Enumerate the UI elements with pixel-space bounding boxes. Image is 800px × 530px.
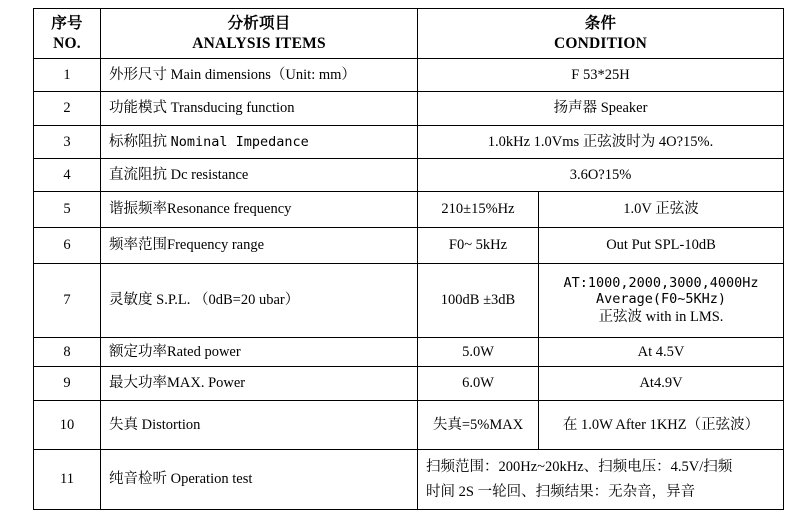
row-item: 直流阻抗 Dc resistance — [101, 159, 418, 192]
header-item-en: ANALYSIS ITEMS — [192, 34, 326, 52]
table-row — [34, 264, 784, 338]
header-no-en: NO. — [53, 34, 81, 52]
row-no: 9 — [34, 367, 101, 401]
row-condition-note: 1.0V 正弦波 — [539, 192, 784, 228]
row-condition-note: 在 1.0W After 1KHZ（正弦波） — [539, 401, 784, 450]
row-item: 外形尺寸 Main dimensions（Unit: mm） — [101, 59, 418, 92]
header-item-zh: 分析项目 — [227, 15, 291, 33]
row-condition-value: 失真=5%MAX — [418, 401, 539, 450]
row-no: 7 — [34, 264, 101, 338]
row-condition-note — [539, 264, 784, 338]
header-item — [101, 9, 418, 59]
row-item: 谐振频率Resonance frequency — [101, 192, 418, 228]
table-row — [34, 450, 784, 510]
row-item: 最大功率MAX. Power — [101, 367, 418, 401]
table-row — [34, 367, 784, 401]
table-row — [34, 401, 784, 450]
row-item: 功能模式 Transducing function — [101, 92, 418, 126]
row-no: 6 — [34, 228, 101, 264]
row-condition: 1.0kHz 1.0Vms 正弦波时为 4O?15%. — [418, 126, 784, 159]
row-item-zh: 标称阻抗 — [109, 133, 167, 150]
row-condition-value: 210±15%Hz — [418, 192, 539, 228]
row-item: 频率范围Frequency range — [101, 228, 418, 264]
table-row — [34, 159, 784, 192]
header-no — [34, 9, 101, 59]
row-condition-note: At 4.5V — [539, 338, 784, 367]
row-condition-value: F0~ 5kHz — [418, 228, 539, 264]
row-condition: 3.6O?15% — [418, 159, 784, 192]
row-condition-note: Out Put SPL-10dB — [539, 228, 784, 264]
header-condition — [418, 9, 784, 59]
condition-line: 正弦波 with in LMS. — [598, 309, 724, 326]
row-no: 1 — [34, 59, 101, 92]
header-cond-en: CONDITION — [553, 34, 648, 52]
row-condition-value: 6.0W — [418, 367, 539, 401]
row-item: 额定功率Rated power — [101, 338, 418, 367]
header-cond-zh: 条件 — [584, 15, 617, 33]
condition-line: 时间 2S 一轮回、扫频结果：无杂音，异音 — [426, 483, 696, 500]
row-item — [101, 126, 418, 159]
row-no: 4 — [34, 159, 101, 192]
row-condition: 扬声器 Speaker — [418, 92, 784, 126]
row-no: 10 — [34, 401, 101, 450]
table-row — [34, 228, 784, 264]
condition-line: AT:1000,2000,3000,4000Hz — [563, 274, 759, 291]
row-condition-note: At4.9V — [539, 367, 784, 401]
spec-table — [33, 8, 784, 510]
row-item: 纯音检听 Operation test — [101, 450, 418, 510]
row-no: 5 — [34, 192, 101, 228]
table-row — [34, 192, 784, 228]
table-row — [34, 338, 784, 367]
row-no: 11 — [34, 450, 101, 510]
row-no: 8 — [34, 338, 101, 367]
table-row — [34, 92, 784, 126]
row-condition-value: 100dB ±3dB — [418, 264, 539, 338]
row-condition-value: 5.0W — [418, 338, 539, 367]
row-item-en: Nominal Impedance — [170, 133, 309, 150]
row-no: 3 — [34, 126, 101, 159]
table-row — [34, 59, 784, 92]
row-item: 失真 Distortion — [101, 401, 418, 450]
condition-line: Average(F0~5KHz) — [595, 291, 727, 308]
row-condition — [418, 450, 784, 510]
header-no-zh: 序号 — [51, 15, 83, 33]
table-row — [34, 126, 784, 159]
row-condition: F 53*25H — [418, 59, 784, 92]
row-no: 2 — [34, 92, 101, 126]
table-header-row — [34, 9, 784, 59]
row-item: 灵敏度 S.P.L. （0dB=20 ubar） — [101, 264, 418, 338]
condition-line: 扫频范围：200Hz~20kHz、扫频电压：4.5V/扫频 — [426, 459, 733, 476]
